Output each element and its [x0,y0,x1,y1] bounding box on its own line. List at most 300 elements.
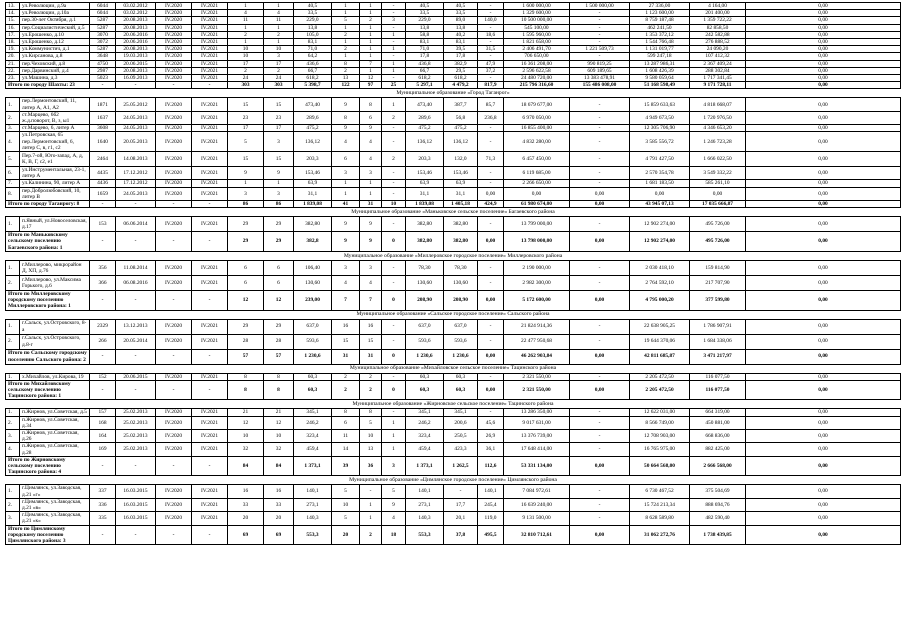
table-cell: 273,1 [406,498,444,511]
table-cell: 0,00 [570,349,630,364]
table-cell: 17 [228,125,264,132]
table-cell: 0,00 [746,31,901,38]
subtotal-label: Итого по городу Таганрогу: 8 [6,201,90,208]
table-cell: 0,00 [746,53,901,60]
table-cell: IV.2020 [156,485,192,498]
table-cell: 16.09.2013 [116,75,156,82]
row-number: 8. [6,187,20,200]
table-cell: 1 123 600,00 [630,10,690,17]
table-cell: - [90,349,116,364]
table-cell: 140,3 [406,512,444,525]
table-cell: 236,8 [478,111,504,124]
table-cell: - [90,201,116,208]
table-cell: 1 [382,98,406,111]
table-cell: 618,2 [406,75,444,82]
table-cell: 33,5 [444,10,478,17]
table-cell: 13 798 000,00 [504,232,570,252]
table-cell: 0,00 [478,349,504,364]
subtotal-row [6,232,901,252]
table-cell: 9 171 728,11 [690,82,746,89]
table-cell: - [116,82,156,89]
table-row [6,53,901,60]
table-cell: IV.2020 [156,10,192,17]
table-cell: 12 [228,290,264,310]
table-cell: 155 486 008,00 [570,82,630,89]
table-cell: 1659 [90,187,116,200]
table-cell: 16 361 208,00 [504,60,570,67]
table-cell: - [570,98,630,111]
table-cell: 246,2 [406,416,444,429]
table-cell: 2 [332,46,360,53]
table-cell: - [156,456,192,476]
table-cell: - [192,82,228,89]
table-cell: 9 580 059,64 [630,75,690,82]
table-cell: 116 077,50 [690,373,746,380]
table-cell: 17,7 [444,498,478,511]
table-cell: 1 [382,67,406,74]
table-cell: 23 [228,111,264,124]
table-cell: 17 [264,125,294,132]
table-cell: 15 [360,334,382,349]
table-cell: 2 [360,525,382,545]
table-cell: 2 [360,380,382,400]
table-cell: 1 [382,31,406,38]
row-number: 2. [6,498,20,511]
table-cell: 208,90 [406,290,444,310]
table-cell: 0,00 [746,443,901,456]
resettlement-register-table [5,2,901,545]
table-cell: 6 [228,275,264,290]
table-cell: 9 [332,217,360,232]
table-row [6,180,901,187]
table-cell: 45,6 [478,416,504,429]
table-cell: 5 [360,416,382,429]
table-cell: 1 [360,53,382,60]
table-cell: 599 247,18 [630,53,690,60]
row-number: 3. [6,125,20,132]
table-row [6,409,901,416]
table-cell: 1 230,6 [444,349,478,364]
table-cell: 1 738 439,85 [690,525,746,545]
table-cell: 1 [360,498,382,511]
table-cell: 2 [332,67,360,74]
table-cell: 9 017 631,00 [504,416,570,429]
table-cell: - [570,31,630,38]
table-cell: - [478,260,504,275]
table-cell: 2329 [90,319,116,334]
table-cell: 345,1 [444,409,478,416]
table-cell: 9 [332,232,360,252]
table-row [6,260,901,275]
table-cell: 5 [332,485,360,498]
table-cell: - [478,319,504,334]
table-cell: - [382,217,406,232]
table-cell: 1 [264,3,294,10]
table-cell: 462 241,50 [630,24,690,31]
table-cell: 4 [228,10,264,17]
table-cell: 0,00 [690,187,746,200]
table-cell: 6 119 685,00 [504,167,570,180]
table-cell: 24 090,20 [690,46,746,53]
table-cell: 382,8 [294,232,332,252]
table-cell: 1 [360,187,382,200]
table-cell: 366 [90,275,116,290]
table-cell: - [382,409,406,416]
table-cell: 82 858,50 [690,24,746,31]
table-cell: 1 [360,24,382,31]
table-cell: 1 [228,39,264,46]
table-cell: IV.2020 [156,132,192,152]
table-cell: 20.08.2013 [116,46,156,53]
table-cell: 153,46 [294,167,332,180]
table-cell: 229,0 [294,17,332,24]
table-cell: 12 [264,290,294,310]
table-cell: IV.2021 [192,167,228,180]
table-cell: 15 [264,152,294,167]
table-cell: IV.2020 [156,334,192,349]
table-cell: IV.2021 [192,152,228,167]
table-cell: 5 [228,132,264,152]
table-cell: 4 949 673,50 [630,111,690,124]
table-cell: - [478,125,504,132]
table-cell: - [192,380,228,400]
address-cell: г.Цимлянск, ул.Заводская, д.21 «к» [20,512,90,525]
table-cell: 17.12.2012 [116,180,156,187]
table-cell: 1 [264,39,294,46]
table-cell: 10 [360,429,382,442]
table-cell: 335 [90,512,116,525]
table-cell: IV.2021 [192,67,228,74]
table-row [6,39,901,46]
table-row [6,46,901,53]
table-cell: IV.2020 [156,3,192,10]
table-cell: 16.03.2015 [116,498,156,511]
table-cell: 13 286 350,00 [504,409,570,416]
table-cell: 8 628 589,80 [630,512,690,525]
table-cell: 2 [382,152,406,167]
table-cell: 6 730 467,52 [630,485,690,498]
table-cell: 888 694,76 [690,498,746,511]
row-number: 18. [6,39,20,46]
table-cell: 6 [332,152,360,167]
table-cell: 46 262 903,84 [504,349,570,364]
table-cell: IV.2020 [156,46,192,53]
table-cell: 2 596 622,58 [504,67,570,74]
table-row [6,111,901,124]
table-cell: 473,40 [294,98,332,111]
table-cell: 5287 [90,24,116,31]
table-cell: 60,3 [406,373,444,380]
table-cell: 140,1 [406,485,444,498]
table-cell: IV.2021 [192,187,228,200]
subtotal-label: Итого по Миллеровскому городскому поселению Миллеровского района: 1 [6,290,90,310]
table-cell: 337 [90,485,116,498]
table-cell: 78,30 [444,260,478,275]
table-cell: 06.06.2014 [116,217,156,232]
table-cell: 31 062 272,76 [630,525,690,545]
table-cell: 39,5 [444,46,478,53]
row-number: 15. [6,17,20,24]
table-cell: - [382,10,406,17]
table-cell: 26,9 [478,429,504,442]
table-cell: IV.2021 [192,31,228,38]
table-cell: - [116,456,156,476]
table-cell: IV.2021 [192,275,228,290]
table-body [6,3,901,545]
table-cell: 13 376 739,00 [504,429,570,442]
table-cell: 37,2 [478,67,504,74]
table-cell: IV.2021 [192,416,228,429]
section-header-row [6,89,901,98]
table-cell: 5 [382,485,406,498]
table-cell: 12 [360,75,382,82]
table-cell: IV.2021 [192,46,228,53]
table-cell: - [570,409,630,416]
table-cell: 29 [264,217,294,232]
table-cell: 0,00 [746,201,901,208]
table-cell: 9 [332,125,360,132]
table-cell: 4 479,2 [444,82,478,89]
table-cell: 609 189,65 [570,67,630,74]
table-cell: 0,00 [746,75,901,82]
table-cell: 71,3 [478,152,504,167]
table-cell: 424,9 [478,201,504,208]
table-cell: 245,4 [478,498,504,511]
table-cell: 2 570 354,78 [630,167,690,180]
row-number: 6. [6,167,20,180]
table-cell: IV.2020 [156,217,192,232]
table-cell: - [360,485,382,498]
table-cell: 0,00 [746,498,901,511]
address-cell: п.Жирнов, ул.Советская, д.34 [20,416,90,429]
table-cell: 60,3 [406,380,444,400]
table-cell: IV.2020 [156,60,192,67]
table-cell: IV.2020 [156,187,192,200]
table-cell: 1 [360,31,382,38]
table-cell: 25.02.2013 [116,429,156,442]
table-cell: 273,1 [294,498,332,511]
table-cell: IV.2021 [192,429,228,442]
row-number: 14. [6,10,20,17]
table-cell: - [570,319,630,334]
address-cell: ул.Машина, д.3 [20,75,90,82]
table-cell: 593,6 [444,334,478,349]
table-cell: 16 639 240,00 [504,498,570,511]
table-cell: IV.2021 [192,319,228,334]
table-cell: 153,46 [444,167,478,180]
table-cell: - [116,349,156,364]
table-cell: 15 724 213,34 [630,498,690,511]
table-cell: 5287 [90,46,116,53]
table-cell: 217 707,90 [690,275,746,290]
table-cell: 5 172 600,00 [504,290,570,310]
address-cell: ул.Коммунистич, д.1 [20,46,90,53]
table-cell: 1 666 022,50 [690,152,746,167]
table-cell: 323,4 [406,429,444,442]
table-cell: - [570,53,630,60]
table-cell: IV.2020 [156,275,192,290]
table-cell: 1 544 766,48 [630,39,690,46]
address-cell: г.Цимлянск, ул.Заводская, д.21 «в» [20,498,90,511]
table-cell: 20.05.2013 [116,132,156,152]
section-header-row [6,400,901,409]
address-cell: г.Сальск, ул.Островского, 8-а [20,319,90,334]
table-cell: 29,5 [444,67,478,74]
table-cell: 1 821 658,00 [504,39,570,46]
subtotal-row [6,290,901,310]
table-cell: 20.08.2013 [116,24,156,31]
table-row [6,60,901,67]
table-cell: 20,1 [444,512,478,525]
table-cell: - [478,132,504,152]
table-cell: - [116,201,156,208]
table-cell: - [570,10,630,17]
table-cell: - [570,180,630,187]
address-cell: х.Михайлов, ул.Кирова, 19 [20,373,90,380]
table-cell: 12 622 031,00 [630,409,690,416]
table-cell: 23 [264,111,294,124]
table-cell: IV.2021 [192,98,228,111]
table-cell: 15 [264,98,294,111]
table-cell: - [570,217,630,232]
address-cell: п.Жирнов, ул.Советская, д.28 [20,443,90,456]
table-cell: - [382,180,406,187]
table-cell: 375 504,69 [690,485,746,498]
table-cell: 105,0 [294,31,332,38]
table-cell: 42 811 685,87 [630,349,690,364]
table-cell: IV.2020 [156,31,192,38]
table-cell: 3 549 332,22 [690,167,746,180]
table-cell: - [382,53,406,60]
section-header-row [6,310,901,319]
table-cell: 119,0 [478,512,504,525]
table-cell: 7 [360,60,382,67]
table-cell: 20.08.2013 [116,67,156,74]
table-cell: 2 [332,31,360,38]
row-number: 3. [6,429,20,442]
table-cell: 303 [264,82,294,89]
table-cell: 83,1 [444,39,478,46]
address-cell: п.Жирнов, ул.Советская, д.26 [20,429,90,442]
table-cell: 16.03.2015 [116,485,156,498]
table-cell: 6 [264,275,294,290]
table-cell: - [570,167,630,180]
table-cell: 459,4 [406,443,444,456]
table-cell: 13 799 000,00 [504,217,570,232]
table-cell: IV.2021 [192,485,228,498]
table-cell: - [382,260,406,275]
table-cell: 0 [382,349,406,364]
table-row [6,187,901,200]
table-cell: 2 666 568,00 [690,456,746,476]
address-cell: г.Сальск, ул.Островского, д.8-г [20,334,90,349]
table-cell: 9 [264,167,294,180]
table-cell: 20.06.2016 [116,31,156,38]
table-cell: 436,6 [294,60,332,67]
row-number: 13. [6,3,20,10]
table-cell: 140,1 [478,485,504,498]
table-cell: 1 262,5 [444,456,478,476]
table-cell: 618,2 [294,75,332,82]
table-cell: 1 839,08 [406,201,444,208]
row-number: 4. [6,443,20,456]
table-cell: IV.2020 [156,24,192,31]
table-cell: 136,12 [444,132,478,152]
table-cell: 6 970 050,00 [504,111,570,124]
table-cell: 637,0 [294,319,332,334]
table-cell: 168 [90,416,116,429]
table-cell: 0,00 [746,260,901,275]
table-cell: 1 230,6 [294,349,332,364]
table-cell: 84 [264,456,294,476]
table-cell: 9 [228,167,264,180]
table-cell: 1 [360,10,382,17]
table-cell: IV.2021 [192,409,228,416]
table-cell: - [192,232,228,252]
table-cell: 2 982 300,00 [504,275,570,290]
subtotal-label: Итого по Сальскому городскому поселению Сальского района: 2 [6,349,90,364]
table-cell: 25.02.2013 [116,409,156,416]
table-cell: 152 [90,373,116,380]
subtotal-label: Итого по Жирновскому сельскому поселению Тацинского района: 4 [6,456,90,476]
table-cell: 9 131 500,00 [504,512,570,525]
table-cell: 450 881,00 [690,416,746,429]
table-row [6,24,901,31]
table-cell: 1 [360,512,382,525]
table-cell: 4 795 000,20 [630,290,690,310]
row-number: 4. [6,132,20,152]
table-cell: 8 566 749,00 [630,416,690,429]
table-cell: 136,12 [294,132,332,152]
table-cell: 2 205 472,50 [630,373,690,380]
table-cell: 6 457 450,00 [504,152,570,167]
table-cell: 06.08.2016 [116,275,156,290]
row-number: 17. [6,31,20,38]
table-cell: 33,5 [406,10,444,17]
table-cell: 84 [228,456,264,476]
table-row [6,98,901,111]
table-cell: 4 [264,10,294,17]
table-cell: 1 [228,180,264,187]
table-cell: 0,00 [746,525,901,545]
table-cell: - [90,380,116,400]
table-cell: 24 480 720,00 [504,75,570,82]
table-cell: - [570,125,630,132]
row-number: 2. [6,334,20,349]
table-cell: - [382,275,406,290]
table-cell: IV.2020 [156,260,192,275]
table-cell: 668 836,00 [690,429,746,442]
table-cell: 0,00 [746,60,901,67]
table-cell: 345,1 [294,409,332,416]
table-cell: 97 [360,82,382,89]
address-cell: ул.Ерошенко, д.10 [20,31,90,38]
table-cell: 14 [332,443,360,456]
table-cell: 1 329 600,00 [504,10,570,17]
table-cell: IV.2021 [192,3,228,10]
table-cell: 21 [264,409,294,416]
table-cell: 11 [332,429,360,442]
table-cell: IV.2020 [156,98,192,111]
table-cell: 2 [332,373,360,380]
table-cell: 817,9 [478,82,504,89]
table-cell: 5 [332,17,360,24]
table-cell: IV.2020 [156,512,192,525]
table-cell: 0,00 [746,167,901,180]
table-cell: 13,8 [294,24,332,31]
section-title: Муниципальное образование «Сальское городское поселение» Сальского района [6,310,901,319]
table-cell: 0,00 [746,180,901,187]
